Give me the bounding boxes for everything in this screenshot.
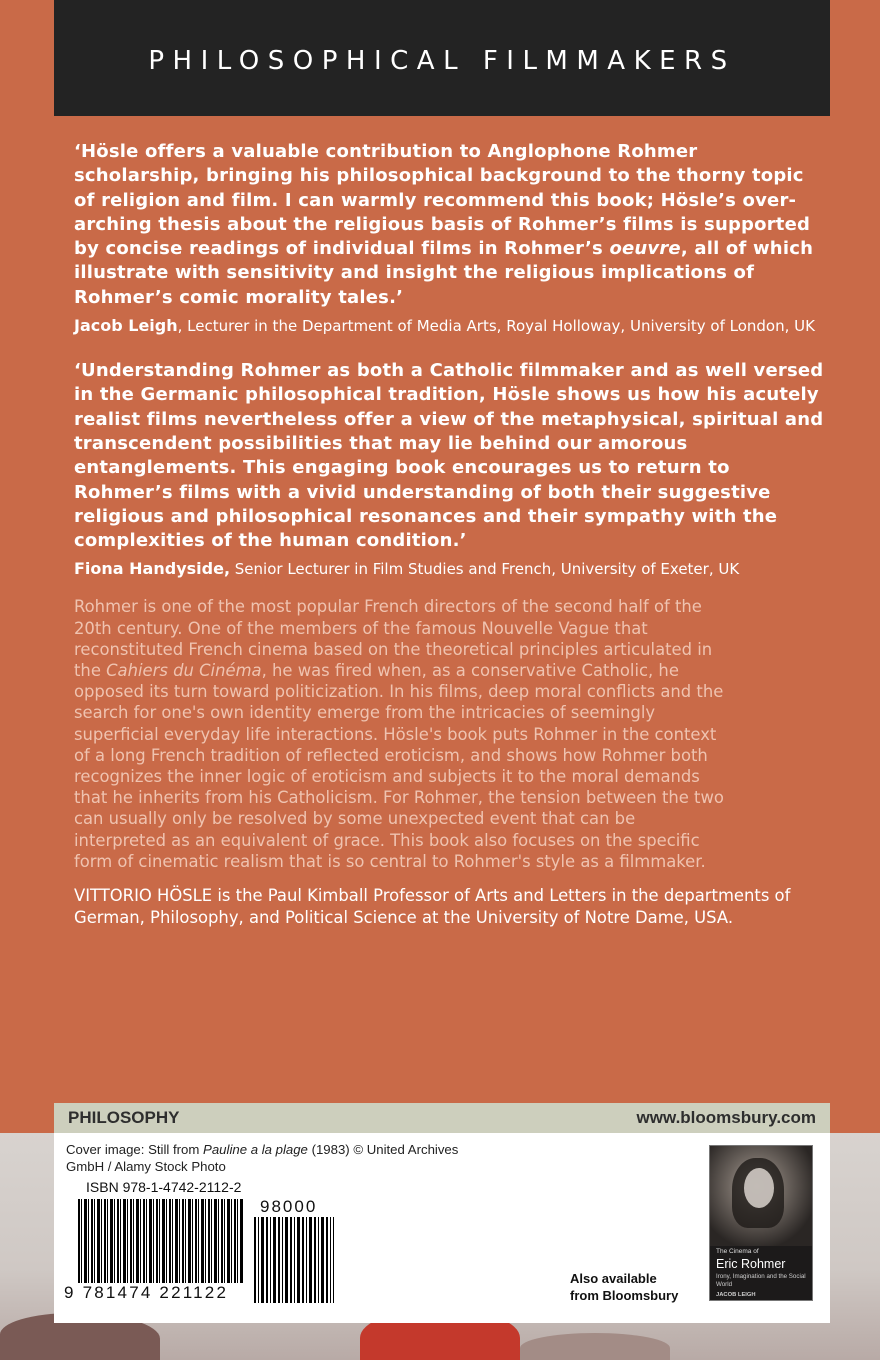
series-title-bar bbox=[54, 0, 830, 116]
related-book-title: Eric Rohmer bbox=[716, 1257, 786, 1271]
back-cover-text bbox=[74, 140, 824, 929]
category-band bbox=[54, 1103, 830, 1133]
series-title: PHILOSOPHICAL FILMMAKERS bbox=[148, 46, 736, 76]
isbn-barcode bbox=[78, 1199, 244, 1283]
review-attribution-1 bbox=[74, 315, 824, 337]
review-quote-1: ‘Hösle offers a valuable contribution to Anglophone Rohmer scholarship, bringing his philosophical background to the thorny topic of religion and film. I can warmly recommend this book; Hösle’s over-arching thesis about the religious basis of Rohmer’s films is supported by concise readings of individual films in Rohmer’s oeuvre, all of which illustrate with sensitivity and insight the religious implications of Rohmer’s comic morality tales.’ bbox=[74, 141, 814, 308]
also-available-note: Also available from Bloomsbury bbox=[570, 1271, 679, 1303]
review-attribution-2 bbox=[74, 558, 824, 580]
book-description: Rohmer is one of the most popular French directors of the second half of the 20th century. One of the members of the famous Nouvelle Vague that reconstituted French cinema based on the theoretical principles articulated in the Cahiers du Cinéma, he was fired when, as a conservative Catholic, he opposed its turn toward politicization. In his films, deep moral conflicts and the search for one's own identity emerge from the intricacies of seemingly superficial everyday life interactions. Hösle's book puts Rohmer in the context of a long French tradition of reflected eroticism, and shows how Rohmer both recognizes the inner logic of eroticism and subjects it to the moral demands that he inherits from his Catholicism. For Rohmer, the tension between the two can usually only be resolved by some unexpected event that can be interpreted as an equivalent of grace. This book also focuses on the specific form of cinematic realism that is so central to Rohmer's style as a filmmaker. bbox=[74, 597, 724, 871]
reviewer-name: Fiona Handyside, bbox=[74, 559, 231, 579]
isbn-label: ISBN 978-1-4742-2112-2 bbox=[86, 1179, 242, 1195]
cover-image-credit: Cover image: Still from Pauline a la plage (1983) © United Archives GmbH / Alamy Stock Photo bbox=[66, 1142, 459, 1174]
review-quote-2: ‘Understanding Rohmer as both a Catholic filmmaker and as well versed in the Germanic philosophical tradition, Hösle shows us how his acutely realist films nevertheless offer a view of the metaphysical, spiritual and transcendent possibilities that may lie behind our amorous entanglements. This engaging book encourages us to return to Rohmer’s films with a vivid understanding of both their suggestive religious and philosophical resonances and their sympathy with the complexities of the human condition.’ bbox=[74, 360, 824, 552]
barcode-panel bbox=[54, 1133, 830, 1323]
subject-category: PHILOSOPHY bbox=[68, 1108, 180, 1127]
reviewer-affiliation: Senior Lecturer in Film Studies and French, University of Exeter, UK bbox=[230, 560, 740, 579]
related-book-cover: The Cinema of Eric Rohmer Irony, Imagination and the Social World JACOB LEIGH bbox=[709, 1145, 813, 1301]
reviewer-affiliation: , Lecturer in the Department of Media Arts, Royal Holloway, University of London, UK bbox=[177, 317, 815, 336]
publisher-website: www.bloomsbury.com bbox=[636, 1108, 816, 1127]
barcode-digits: 9 781474 221122 bbox=[64, 1283, 229, 1302]
price-addon-barcode bbox=[254, 1217, 334, 1303]
price-addon-number: 98000 bbox=[260, 1197, 318, 1216]
author-bio: VITTORIO HÖSLE is the Paul Kimball Professor of Arts and Letters in the departments of German, Philosophy, and Political Science at the University of Notre Dame, USA. bbox=[74, 886, 791, 928]
reviewer-name: Jacob Leigh bbox=[74, 316, 178, 336]
